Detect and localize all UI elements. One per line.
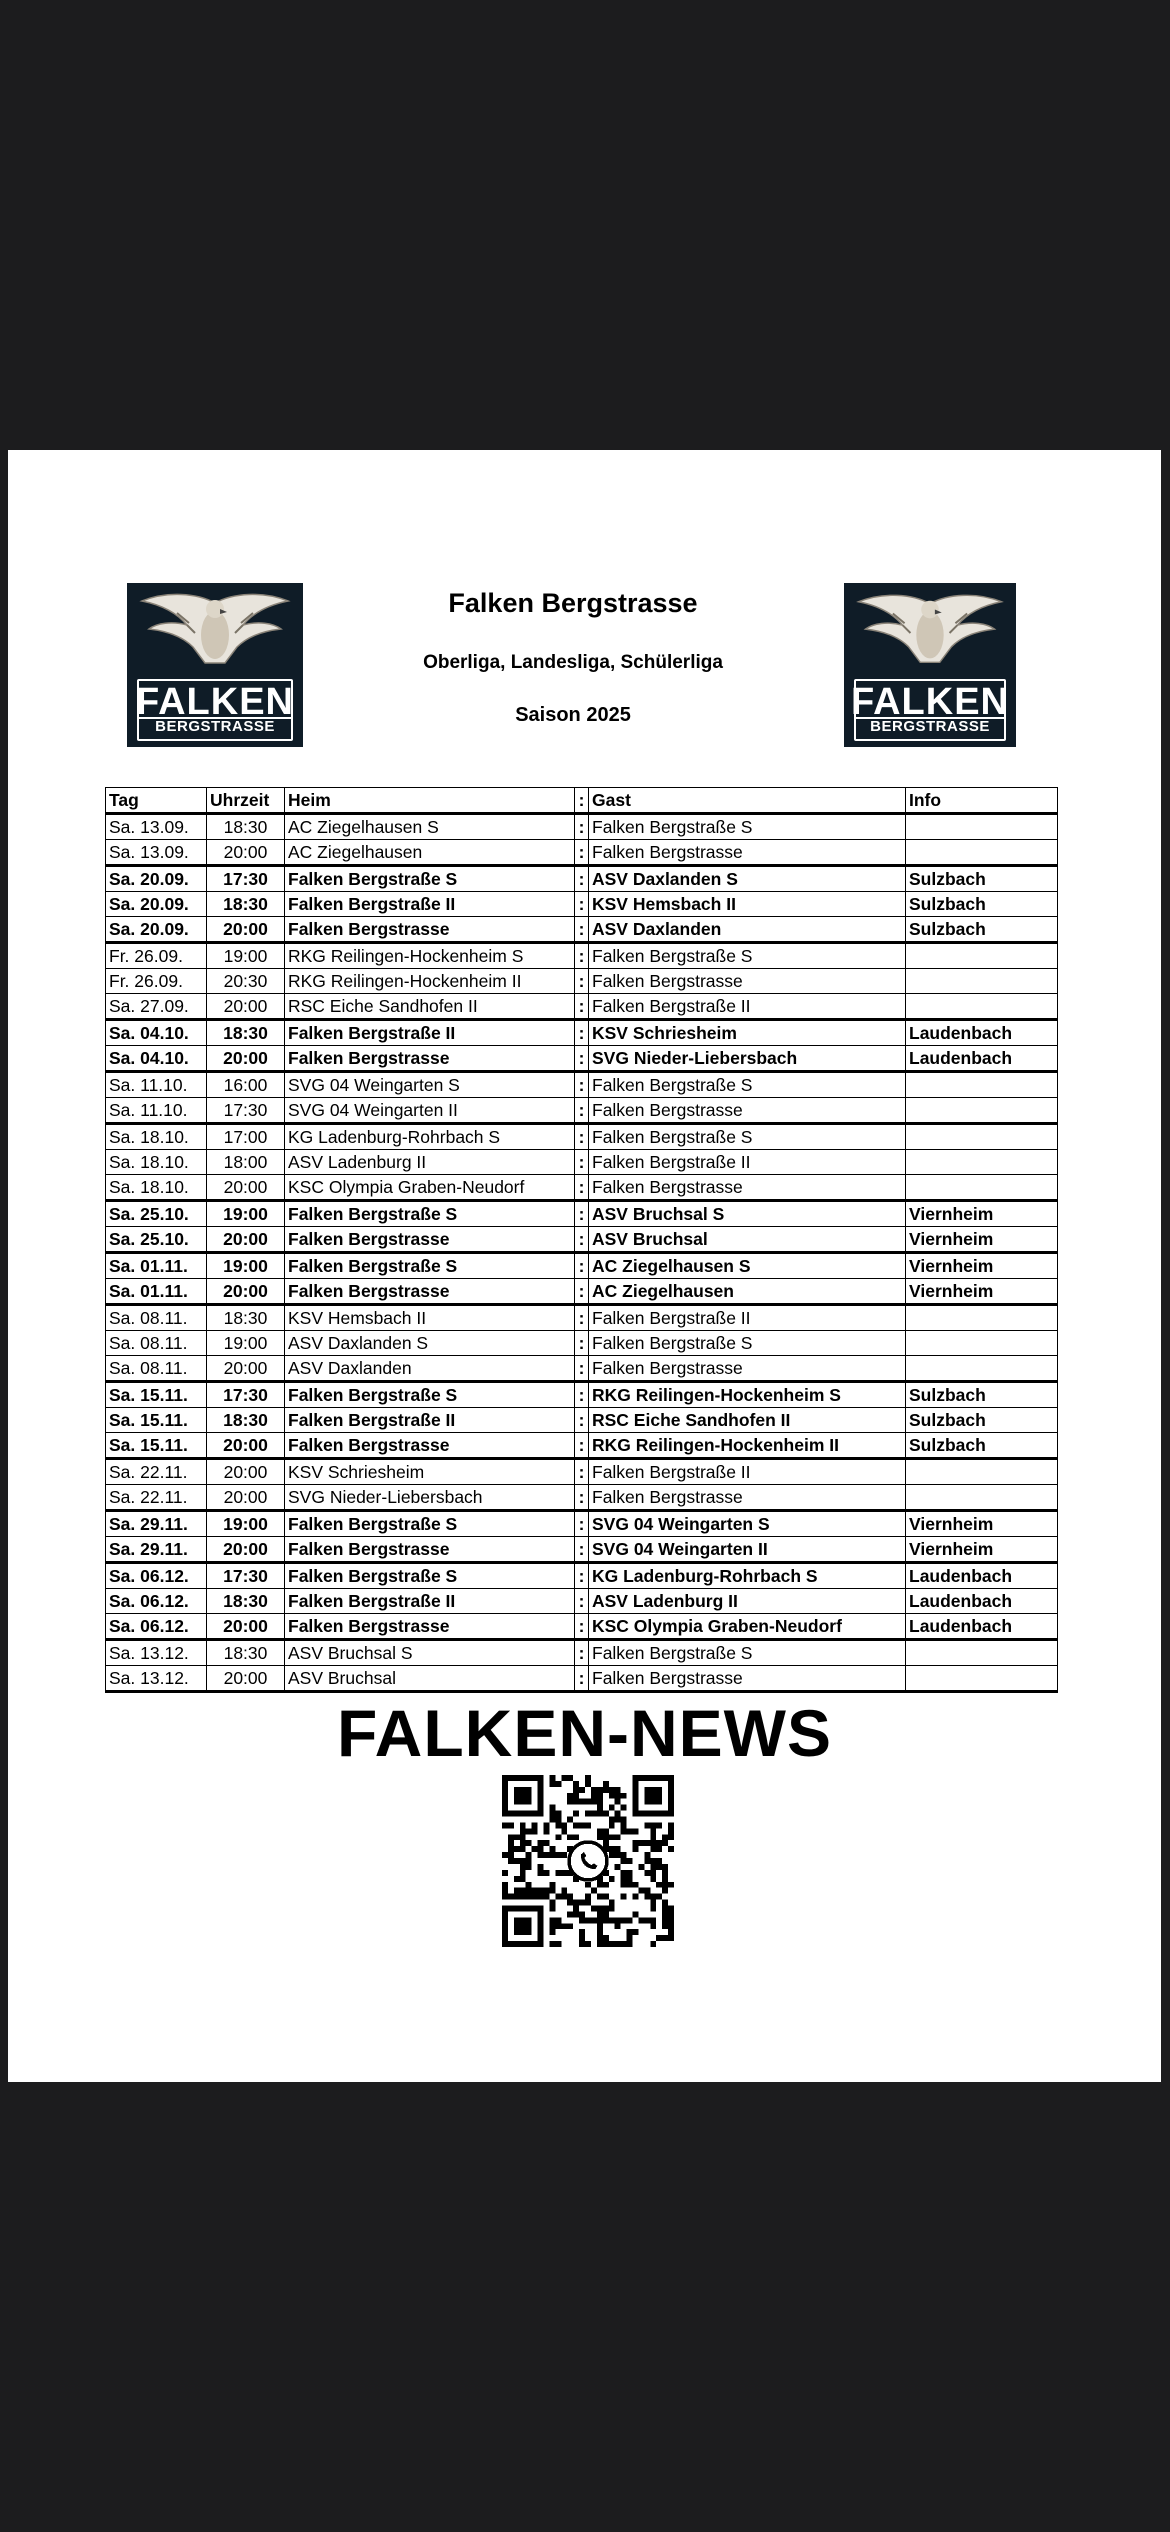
cell-separator: : [575, 840, 589, 866]
cell-uhrzeit: 20:00 [207, 1279, 285, 1305]
cell-gast: Falken Bergstrasse [589, 1098, 906, 1124]
cell-heim: Falken Bergstrasse [285, 917, 575, 943]
logo-sub: BERGSTRASSE [870, 718, 990, 735]
cell-info: Viernheim [906, 1279, 1058, 1305]
cell-uhrzeit: 18:30 [207, 1305, 285, 1331]
cell-heim: ASV Daxlanden S [285, 1331, 575, 1356]
cell-tag: Sa. 15.11. [106, 1408, 207, 1433]
cell-heim: AC Ziegelhausen [285, 840, 575, 866]
cell-heim: Falken Bergstrasse [285, 1279, 575, 1305]
cell-heim: Falken Bergstraße S [285, 1382, 575, 1408]
table-row [106, 1020, 1058, 1046]
cell-separator: : [575, 1511, 589, 1537]
table-row [106, 917, 1058, 943]
table-row [106, 814, 1058, 840]
column-header-tag: Tag [106, 788, 207, 814]
cell-heim: Falken Bergstraße II [285, 1020, 575, 1046]
cell-tag: Sa. 29.11. [106, 1511, 207, 1537]
cell-separator: : [575, 1666, 589, 1692]
match-schedule-table [105, 787, 1058, 1693]
cell-gast: Falken Bergstraße S [589, 1640, 906, 1666]
cell-info [906, 1666, 1058, 1692]
table-row [106, 1305, 1058, 1331]
cell-uhrzeit: 19:00 [207, 1331, 285, 1356]
cell-uhrzeit: 20:00 [207, 1046, 285, 1072]
cell-separator: : [575, 1382, 589, 1408]
cell-heim: ASV Ladenburg II [285, 1150, 575, 1175]
cell-info: Viernheim [906, 1511, 1058, 1537]
cell-separator: : [575, 1537, 589, 1563]
cell-heim: ASV Daxlanden [285, 1356, 575, 1382]
cell-info [906, 1331, 1058, 1356]
cell-uhrzeit: 18:00 [207, 1150, 285, 1175]
cell-separator: : [575, 892, 589, 917]
cell-tag: Sa. 06.12. [106, 1614, 207, 1640]
cell-heim: Falken Bergstraße S [285, 1253, 575, 1279]
cell-tag: Sa. 08.11. [106, 1331, 207, 1356]
column-header-uhrzeit: Uhrzeit [207, 788, 285, 814]
cell-gast: Falken Bergstraße S [589, 814, 906, 840]
cell-separator: : [575, 1124, 589, 1150]
cell-separator: : [575, 969, 589, 994]
cell-separator: : [575, 1485, 589, 1511]
cell-uhrzeit: 18:30 [207, 892, 285, 917]
cell-uhrzeit: 18:30 [207, 1589, 285, 1614]
cell-gast: KSC Olympia Graben-Neudorf [589, 1614, 906, 1640]
falken-logo-right [844, 583, 1016, 747]
cell-separator: : [575, 1589, 589, 1614]
cell-uhrzeit: 20:00 [207, 1485, 285, 1511]
cell-uhrzeit: 16:00 [207, 1072, 285, 1098]
cell-separator: : [575, 814, 589, 840]
cell-heim: Falken Bergstraße II [285, 1589, 575, 1614]
cell-gast: Falken Bergstrasse [589, 969, 906, 994]
cell-info: Viernheim [906, 1201, 1058, 1227]
cell-separator: : [575, 1098, 589, 1124]
falcon-icon [127, 583, 303, 683]
cell-heim: SVG Nieder-Liebersbach [285, 1485, 575, 1511]
cell-tag: Sa. 22.11. [106, 1459, 207, 1485]
table-row [106, 840, 1058, 866]
cell-gast: ASV Daxlanden S [589, 866, 906, 892]
table-row [106, 1459, 1058, 1485]
whatsapp-qr-code-icon[interactable] [494, 1775, 682, 1947]
table-row [106, 866, 1058, 892]
cell-uhrzeit: 20:00 [207, 840, 285, 866]
cell-info [906, 943, 1058, 969]
cell-separator: : [575, 1020, 589, 1046]
cell-separator: : [575, 1253, 589, 1279]
table-row [106, 1614, 1058, 1640]
cell-tag: Sa. 22.11. [106, 1485, 207, 1511]
cell-info: Viernheim [906, 1227, 1058, 1253]
cell-separator: : [575, 1072, 589, 1098]
cell-uhrzeit: 20:30 [207, 969, 285, 994]
cell-info [906, 994, 1058, 1020]
cell-gast: ASV Bruchsal [589, 1227, 906, 1253]
cell-info [906, 1485, 1058, 1511]
cell-uhrzeit: 19:00 [207, 943, 285, 969]
cell-info: Sulzbach [906, 1408, 1058, 1433]
cell-heim: Falken Bergstraße S [285, 866, 575, 892]
falcon-icon [844, 583, 1016, 683]
falken-logo-left [127, 583, 303, 747]
table-header-row [106, 788, 1058, 814]
cell-heim: SVG 04 Weingarten S [285, 1072, 575, 1098]
table-row [106, 1408, 1058, 1433]
cell-tag: Fr. 26.09. [106, 969, 207, 994]
cell-info: Laudenbach [906, 1589, 1058, 1614]
cell-info [906, 1175, 1058, 1201]
page-title: Falken Bergstrasse [448, 588, 698, 618]
table-row [106, 1666, 1058, 1692]
table-row [106, 1227, 1058, 1253]
cell-info [906, 969, 1058, 994]
cell-tag: Sa. 11.10. [106, 1098, 207, 1124]
cell-gast: SVG 04 Weingarten S [589, 1511, 906, 1537]
cell-uhrzeit: 20:00 [207, 1356, 285, 1382]
cell-heim: Falken Bergstraße S [285, 1563, 575, 1589]
cell-tag: Sa. 18.10. [106, 1175, 207, 1201]
cell-uhrzeit: 19:00 [207, 1253, 285, 1279]
table-row [106, 1433, 1058, 1459]
cell-info: Laudenbach [906, 1563, 1058, 1589]
cell-uhrzeit: 19:00 [207, 1511, 285, 1537]
cell-info: Sulzbach [906, 866, 1058, 892]
cell-heim: Falken Bergstraße II [285, 1408, 575, 1433]
cell-tag: Sa. 08.11. [106, 1356, 207, 1382]
cell-separator: : [575, 1640, 589, 1666]
league-subtitle: Oberliga, Landesliga, Schülerliga [423, 652, 723, 673]
cell-tag: Sa. 08.11. [106, 1305, 207, 1331]
cell-info: Laudenbach [906, 1020, 1058, 1046]
cell-separator: : [575, 1563, 589, 1589]
cell-gast: Falken Bergstraße S [589, 1331, 906, 1356]
cell-uhrzeit: 17:30 [207, 1382, 285, 1408]
cell-heim: KSC Olympia Graben-Neudorf [285, 1175, 575, 1201]
cell-gast: RKG Reilingen-Hockenheim II [589, 1433, 906, 1459]
table-row [106, 994, 1058, 1020]
cell-tag: Sa. 01.11. [106, 1279, 207, 1305]
table-row [106, 1150, 1058, 1175]
cell-separator: : [575, 1279, 589, 1305]
table-row [106, 969, 1058, 994]
cell-heim: Falken Bergstraße S [285, 1201, 575, 1227]
cell-tag: Sa. 13.12. [106, 1666, 207, 1692]
cell-tag: Sa. 01.11. [106, 1253, 207, 1279]
cell-info [906, 1305, 1058, 1331]
cell-separator: : [575, 866, 589, 892]
cell-heim: RKG Reilingen-Hockenheim S [285, 943, 575, 969]
cell-uhrzeit: 17:00 [207, 1124, 285, 1150]
cell-info [906, 1072, 1058, 1098]
cell-tag: Sa. 13.09. [106, 840, 207, 866]
cell-info [906, 814, 1058, 840]
cell-info: Sulzbach [906, 1433, 1058, 1459]
news-title: FALKEN-NEWS [337, 1696, 832, 1770]
table-row [106, 1563, 1058, 1589]
cell-heim: SVG 04 Weingarten II [285, 1098, 575, 1124]
cell-tag: Sa. 20.09. [106, 892, 207, 917]
season-label: Saison 2025 [515, 704, 631, 726]
table-row [106, 1072, 1058, 1098]
schedule-sheet [8, 450, 1161, 2082]
table-row [106, 943, 1058, 969]
cell-tag: Sa. 15.11. [106, 1382, 207, 1408]
table-row [106, 1253, 1058, 1279]
cell-separator: : [575, 1175, 589, 1201]
cell-uhrzeit: 20:00 [207, 1433, 285, 1459]
cell-uhrzeit: 20:00 [207, 1666, 285, 1692]
cell-gast: AC Ziegelhausen [589, 1279, 906, 1305]
column-header-info: Info [906, 788, 1058, 814]
cell-gast: Falken Bergstraße S [589, 1124, 906, 1150]
cell-gast: ASV Bruchsal S [589, 1201, 906, 1227]
cell-gast: RKG Reilingen-Hockenheim S [589, 1382, 906, 1408]
table-row [106, 1382, 1058, 1408]
cell-heim: RSC Eiche Sandhofen II [285, 994, 575, 1020]
cell-separator: : [575, 1331, 589, 1356]
cell-gast: Falken Bergstrasse [589, 840, 906, 866]
cell-gast: Falken Bergstraße II [589, 1150, 906, 1175]
cell-heim: RKG Reilingen-Hockenheim II [285, 969, 575, 994]
cell-gast: KSV Schriesheim [589, 1020, 906, 1046]
cell-info: Laudenbach [906, 1614, 1058, 1640]
table-row [106, 1589, 1058, 1614]
cell-heim: ASV Bruchsal [285, 1666, 575, 1692]
cell-separator: : [575, 994, 589, 1020]
cell-info [906, 1150, 1058, 1175]
cell-gast: Falken Bergstraße II [589, 994, 906, 1020]
cell-uhrzeit: 17:30 [207, 866, 285, 892]
cell-heim: Falken Bergstrasse [285, 1537, 575, 1563]
cell-separator: : [575, 943, 589, 969]
cell-separator: : [575, 1201, 589, 1227]
cell-tag: Sa. 20.09. [106, 917, 207, 943]
cell-tag: Sa. 18.10. [106, 1124, 207, 1150]
cell-tag: Fr. 26.09. [106, 943, 207, 969]
cell-tag: Sa. 15.11. [106, 1433, 207, 1459]
cell-tag: Sa. 06.12. [106, 1563, 207, 1589]
cell-gast: ASV Ladenburg II [589, 1589, 906, 1614]
cell-separator: : [575, 1046, 589, 1072]
cell-gast: ASV Daxlanden [589, 917, 906, 943]
cell-info [906, 1640, 1058, 1666]
cell-uhrzeit: 20:00 [207, 1537, 285, 1563]
cell-heim: Falken Bergstrasse [285, 1614, 575, 1640]
cell-heim: Falken Bergstrasse [285, 1046, 575, 1072]
table-row [106, 1331, 1058, 1356]
cell-gast: Falken Bergstrasse [589, 1485, 906, 1511]
column-header-separator: : [575, 788, 589, 814]
cell-separator: : [575, 1356, 589, 1382]
cell-separator: : [575, 1433, 589, 1459]
cell-heim: Falken Bergstrasse [285, 1433, 575, 1459]
cell-info [906, 1356, 1058, 1382]
cell-info: Sulzbach [906, 1382, 1058, 1408]
cell-separator: : [575, 1459, 589, 1485]
cell-heim: Falken Bergstraße II [285, 892, 575, 917]
table-row [106, 1640, 1058, 1666]
cell-gast: Falken Bergstraße II [589, 1305, 906, 1331]
cell-tag: Sa. 04.10. [106, 1046, 207, 1072]
cell-info [906, 1459, 1058, 1485]
cell-info [906, 1124, 1058, 1150]
column-header-gast: Gast [589, 788, 906, 814]
cell-heim: KSV Schriesheim [285, 1459, 575, 1485]
cell-separator: : [575, 1305, 589, 1331]
cell-gast: RSC Eiche Sandhofen II [589, 1408, 906, 1433]
cell-separator: : [575, 1614, 589, 1640]
cell-gast: KSV Hemsbach II [589, 892, 906, 917]
cell-gast: Falken Bergstraße S [589, 1072, 906, 1098]
cell-uhrzeit: 19:00 [207, 1201, 285, 1227]
cell-tag: Sa. 29.11. [106, 1537, 207, 1563]
table-row [106, 1124, 1058, 1150]
cell-uhrzeit: 18:30 [207, 1640, 285, 1666]
cell-uhrzeit: 20:00 [207, 1227, 285, 1253]
table-row [106, 1175, 1058, 1201]
cell-heim: Falken Bergstraße S [285, 1511, 575, 1537]
cell-uhrzeit: 17:30 [207, 1098, 285, 1124]
cell-uhrzeit: 18:30 [207, 1408, 285, 1433]
cell-info [906, 840, 1058, 866]
cell-gast: SVG 04 Weingarten II [589, 1537, 906, 1563]
table-row [106, 1201, 1058, 1227]
cell-heim: Falken Bergstrasse [285, 1227, 575, 1253]
cell-info: Viernheim [906, 1253, 1058, 1279]
table-row [106, 1511, 1058, 1537]
cell-tag: Sa. 27.09. [106, 994, 207, 1020]
cell-gast: Falken Bergstrasse [589, 1175, 906, 1201]
cell-tag: Sa. 18.10. [106, 1150, 207, 1175]
cell-tag: Sa. 13.09. [106, 814, 207, 840]
cell-tag: Sa. 13.12. [106, 1640, 207, 1666]
cell-heim: KG Ladenburg-Rohrbach S [285, 1124, 575, 1150]
cell-uhrzeit: 18:30 [207, 1020, 285, 1046]
cell-info: Laudenbach [906, 1046, 1058, 1072]
cell-tag: Sa. 25.10. [106, 1201, 207, 1227]
table-row [106, 1098, 1058, 1124]
cell-uhrzeit: 20:00 [207, 1459, 285, 1485]
cell-info: Viernheim [906, 1537, 1058, 1563]
cell-uhrzeit: 18:30 [207, 814, 285, 840]
cell-separator: : [575, 1227, 589, 1253]
table-row [106, 1046, 1058, 1072]
table-row [106, 1537, 1058, 1563]
cell-separator: : [575, 1150, 589, 1175]
cell-uhrzeit: 20:00 [207, 1175, 285, 1201]
cell-uhrzeit: 20:00 [207, 917, 285, 943]
logo-name: FALKEN [851, 681, 1009, 723]
cell-gast: AC Ziegelhausen S [589, 1253, 906, 1279]
cell-gast: Falken Bergstraße II [589, 1459, 906, 1485]
table-row [106, 1356, 1058, 1382]
cell-info: Sulzbach [906, 917, 1058, 943]
cell-heim: AC Ziegelhausen S [285, 814, 575, 840]
cell-uhrzeit: 20:00 [207, 1614, 285, 1640]
table-row [106, 892, 1058, 917]
cell-gast: Falken Bergstraße S [589, 943, 906, 969]
cell-tag: Sa. 06.12. [106, 1589, 207, 1614]
cell-separator: : [575, 1408, 589, 1433]
table-row [106, 1485, 1058, 1511]
cell-uhrzeit: 20:00 [207, 994, 285, 1020]
cell-info: Sulzbach [906, 892, 1058, 917]
cell-tag: Sa. 04.10. [106, 1020, 207, 1046]
cell-gast: KG Ladenburg-Rohrbach S [589, 1563, 906, 1589]
cell-tag: Sa. 25.10. [106, 1227, 207, 1253]
cell-heim: ASV Bruchsal S [285, 1640, 575, 1666]
cell-uhrzeit: 17:30 [207, 1563, 285, 1589]
cell-info [906, 1098, 1058, 1124]
cell-heim: KSV Hemsbach II [285, 1305, 575, 1331]
column-header-heim: Heim [285, 788, 575, 814]
table-row [106, 1279, 1058, 1305]
cell-separator: : [575, 917, 589, 943]
logo-sub: BERGSTRASSE [155, 718, 275, 735]
cell-gast: Falken Bergstrasse [589, 1666, 906, 1692]
logo-name: FALKEN [136, 681, 294, 723]
cell-gast: SVG Nieder-Liebersbach [589, 1046, 906, 1072]
cell-tag: Sa. 20.09. [106, 866, 207, 892]
cell-gast: Falken Bergstrasse [589, 1356, 906, 1382]
cell-tag: Sa. 11.10. [106, 1072, 207, 1098]
